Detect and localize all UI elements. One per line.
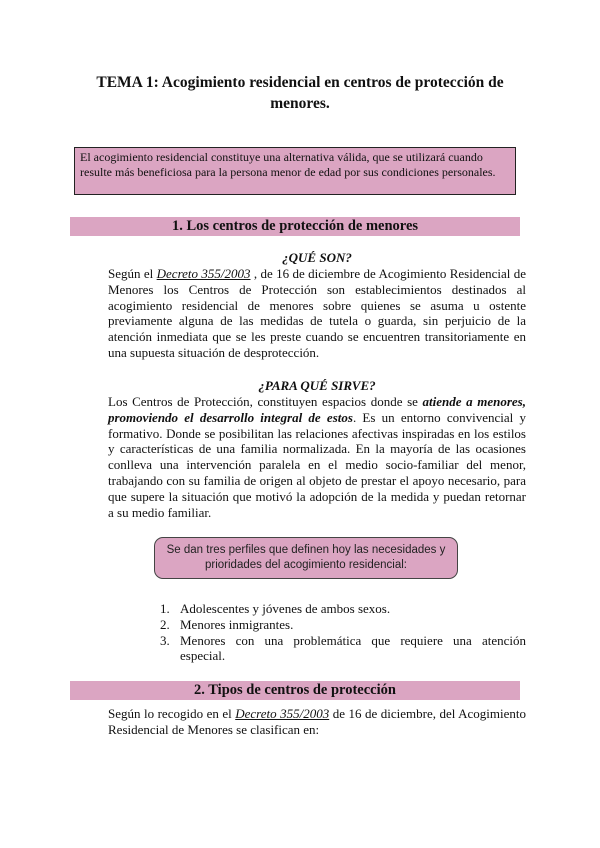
what-for-emphasis: atiende a menores, promoviendo el desarrollo integral de estos [108,394,526,425]
types-paragraph [108,706,526,738]
list-item-number: 1. [160,601,170,616]
profiles-callout: Se dan tres perfiles que definen hoy las necesidades y prioridades del acogimiento residencial: [154,537,458,579]
list-item [160,601,526,617]
profiles-list [160,601,526,664]
types-text-start: Según lo recogido en el [108,706,236,721]
list-item-number: 2. [160,616,170,632]
list-item-text: Menores con una problemática que requiere una atención especial. [180,632,526,664]
types-text-end: de 16 de diciembre, del Acogimiento Residencial de Menores se clasifican en: [108,706,526,737]
what-for-text-end: . Es un entorno convivencial y formativo. Donde se posibilitan las relaciones afectivas inspiradas en los estilos y características de una familia normalizada. En la mayoría de las ocasiones conlleva una intervención paralela en el medio socio-familiar del menor, trabajando con su familia de origen al objeto de prestar el apoyo necesario, para que supere la situación que motivó la adopción de la medida y puedan retornar a su medio familiar. [108,409,526,520]
list-item-text: Adolescentes y jóvenes de ambos sexos. [180,601,391,616]
what-for-text-start: Los Centros de Protección, constituyen espacios donde se [108,394,423,409]
intro-box: El acogimiento residencial constituye una alternativa válida, que se utilizará cuando resulte más beneficiosa para la persona menor de edad por sus condiciones personales. [74,147,516,195]
decree-reference-link[interactable]: Decreto 355/2003 [235,706,330,721]
section-1-heading: 1. Los centros de protección de menores [70,217,520,236]
decree-reference-link[interactable]: Decreto 355/2003 [156,266,251,281]
what-are-text-end: , de 16 de diciembre de Acogimiento Residencial de Menores los Centros de Protección son establecimientos destinados al acogimiento residencial de menores sobre quienes se asuma u ostente previamente alguna de las medidas de tutela o guarda, sin perjuicio de la atención inmediata que se les preste cuando se encuentren transitoriamente en una supuesta situación de desprotección. [108,266,526,360]
list-item [160,633,526,665]
what-are-text-start: Según el [108,266,157,281]
what-are-paragraph [108,266,526,361]
list-item [160,617,526,633]
section-2-heading: 2. Tipos de centros de protección [70,681,520,700]
what-for-paragraph [108,394,526,520]
list-item-number: 3. [160,632,170,648]
list-item-text: Menores inmigrantes. [180,616,294,632]
page-title: TEMA 1: Acogimiento residencial en centros de protección de menores. [96,74,504,112]
what-for-heading: ¿PARA QUÉ SIRVE? [258,378,376,393]
what-are-heading: ¿QUÉ SON? [282,250,352,265]
